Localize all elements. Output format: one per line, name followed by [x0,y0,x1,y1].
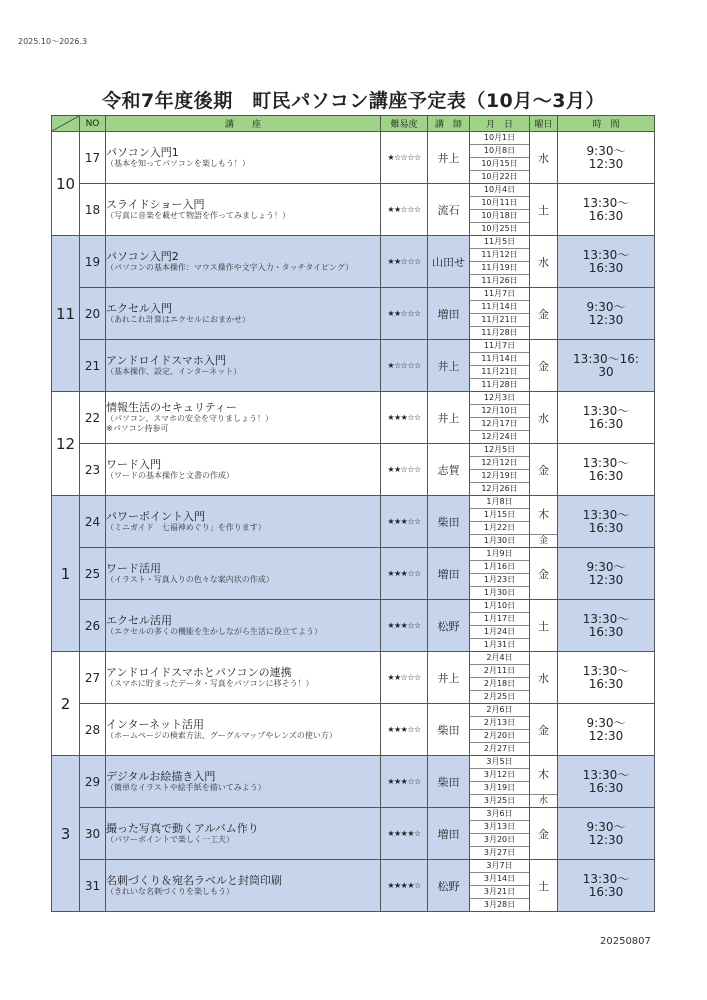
month-label: 2 [52,652,80,756]
time-cell [558,340,655,392]
course-row [52,132,655,184]
session-date: 1月22日 [470,522,529,535]
course-description: （スマホに貯まったデータ・写真をパソコンに移そう！） [106,679,314,688]
page-title: 令和7年度後期 町民パソコン講座予定表（10月～3月） [101,90,605,112]
session-date: 11月28日 [481,328,518,337]
time-start: 13:30～ [582,611,630,626]
session-date: 11月14日 [470,353,529,366]
session-date: 10月15日 [470,158,529,171]
month-label: 11 [52,236,80,392]
time-start: 13:30～ [582,195,630,210]
course-cell [106,444,381,496]
course-title: アンドロイドスマホとパソコンの連携 [106,666,292,679]
weekday: 木 [530,756,557,795]
time-start: 9:30～ [586,819,626,834]
course-description: （写真に音楽を載せて物語を作ってみましょう！） [106,211,290,220]
time-cell [558,600,655,652]
date-list [470,600,530,652]
course-row [52,392,655,444]
course-description: （イラスト・写真入りの色々な案内状の作成） [106,575,274,584]
time-cell [558,444,655,496]
session-date: 1月17日 [470,613,529,626]
session-date: 3月14日 [470,873,529,886]
time-cell [558,652,655,704]
course-cell [106,496,381,548]
session-date: 1月15日 [470,509,529,522]
session-date: 2月18日 [470,678,529,691]
header-time: 時 間 [558,116,655,132]
weekday-cell [530,496,558,548]
teacher-name: 井上 [428,340,470,392]
difficulty-stars: ★★☆☆☆ [381,236,428,288]
header-corner [52,116,80,132]
session-date: 12月3日 [470,392,529,405]
difficulty-stars: ★★★☆☆ [381,704,428,756]
time-end: 12:30 [588,728,624,743]
course-title: アンドロイドスマホ入門 [106,354,226,367]
course-no: 20 [80,288,106,340]
weekday: 土 [530,600,558,652]
time-end: 16:30 [588,624,624,639]
table-header-row [52,116,655,132]
time-end: 16:30 [588,884,624,899]
difficulty-stars: ★★☆☆☆ [381,288,428,340]
course-row [52,548,655,600]
teacher-name: 増田 [428,548,470,600]
course-title: ワード活用 [106,562,161,575]
time-cell [558,704,655,756]
session-date: 12月24日 [481,432,518,441]
course-cell [106,340,381,392]
time-end: 16:30 [588,468,624,483]
time-end: 16:30 [588,780,624,795]
session-date: 12月19日 [470,470,529,483]
teacher-name: 山田せ [428,236,470,288]
teacher-name: 柴田 [428,704,470,756]
course-no: 31 [80,860,106,912]
session-date: 10月25日 [481,224,518,233]
time-cell [558,236,655,288]
date-list [470,808,530,860]
session-date: 10月1日 [470,132,529,145]
date-list [470,496,530,548]
time-start: 13:30～ [582,455,630,470]
course-title: パワーポイント入門 [106,510,205,523]
difficulty-stars: ★★★☆☆ [381,600,428,652]
teacher-name: 松野 [428,600,470,652]
time-cell [558,184,655,236]
session-date: 2月25日 [483,692,516,701]
weekday: 金 [530,548,558,600]
session-date: 3月27日 [483,848,516,857]
time-cell [558,132,655,184]
time-start: 13:30～ [582,247,630,262]
month-label: 3 [52,756,80,912]
session-date: 3月13日 [470,821,529,834]
session-date: 11月7日 [470,340,529,353]
difficulty-stars: ★★☆☆☆ [381,444,428,496]
session-date: 1月8日 [470,496,529,509]
time-end: 16:30 [588,676,624,691]
teacher-name: 志賀 [428,444,470,496]
session-date: 1月30日 [483,536,516,545]
session-date: 3月28日 [483,900,516,909]
date-list [470,132,530,184]
course-title: パソコン入門2 [106,250,179,263]
course-row [52,860,655,912]
course-row [52,288,655,340]
session-date: 12月10日 [470,405,529,418]
session-date: 11月21日 [470,314,529,327]
time-cell [558,756,655,808]
weekday: 土 [530,184,558,236]
difficulty-stars: ★★☆☆☆ [381,652,428,704]
course-cell [106,756,381,808]
session-date: 12月12日 [470,457,529,470]
session-date: 10月8日 [470,145,529,158]
course-description: （基本を知ってパソコンを楽しもう！） [106,159,250,168]
session-date: 1月31日 [483,640,516,649]
diagonal-line [52,116,79,131]
time-start: 9:30～ [586,559,626,574]
date-list [470,704,530,756]
course-description: （ホームページの検索方法、グーグルマップやレンズの使い方） [106,731,337,740]
session-date: 11月12日 [470,249,529,262]
course-description: （エクセルの多くの機能を生かしながら生活に役立てよう） [106,627,322,636]
time-start: 9:30～ [586,715,626,730]
course-title: 名刺づくり＆宛名ラベルと封筒印刷 [106,874,282,887]
header-difficulty: 難易度 [381,116,428,132]
session-date: 10月22日 [481,172,518,181]
course-cell [106,236,381,288]
session-date: 3月25日 [483,796,516,805]
course-row [52,236,655,288]
session-date: 10月4日 [470,184,529,197]
time-end: 12:30 [588,832,624,847]
course-row [52,704,655,756]
course-row [52,600,655,652]
course-row [52,756,655,808]
session-date: 1月24日 [470,626,529,639]
course-description: （パソコンの基本操作：マウス操作や文字入力・タッチタイピング） [106,263,354,272]
time-start: 9:30～ [586,299,626,314]
date-list [470,340,530,392]
difficulty-stars: ★★★☆☆ [381,392,428,444]
weekday: 金 [530,808,558,860]
session-date: 1月10日 [470,600,529,613]
session-date: 10月18日 [470,210,529,223]
time-end: 16:30 [588,416,624,431]
header-day: 曜日 [530,116,558,132]
course-description: （パソコン、スマホの安全を守りましょう！） [106,414,274,423]
weekday: 水 [530,652,558,704]
session-date: 3月6日 [470,808,529,821]
time-cell [558,860,655,912]
course-cell [106,132,381,184]
course-no: 18 [80,184,106,236]
session-date: 2月27日 [483,744,516,753]
difficulty-stars: ★☆☆☆☆ [381,340,428,392]
session-date: 12月26日 [481,484,518,493]
session-date: 2月13日 [470,717,529,730]
period-label: 2025.10～2026.3 [18,37,88,46]
time-end: 12:30 [588,312,624,327]
weekday: 木 [530,496,557,535]
course-no: 27 [80,652,106,704]
date-list [470,652,530,704]
course-cell [106,652,381,704]
teacher-name: 増田 [428,808,470,860]
difficulty-stars: ★★★★☆ [381,860,428,912]
date-list [470,392,530,444]
weekday: 水 [530,392,558,444]
weekday: 水 [530,236,558,288]
session-date: 3月20日 [470,834,529,847]
course-title: ワード入門 [106,458,161,471]
session-date: 2月11日 [470,665,529,678]
course-description: （ミニガイド 七福神めぐり」を作ります） [106,523,266,532]
teacher-name: 井上 [428,132,470,184]
time-start: 13:30～ [582,767,630,782]
difficulty-stars: ★★★★☆ [381,808,428,860]
course-description: （きれいな名刺づくりを楽しもう） [106,887,234,896]
session-date: 12月17日 [470,418,529,431]
course-title: インターネット活用 [106,718,205,731]
course-row [52,808,655,860]
time-cell [558,548,655,600]
difficulty-stars: ★★★☆☆ [381,756,428,808]
teacher-name: 柴田 [428,756,470,808]
course-title: パソコン入門1 [106,146,179,159]
session-date: 2月4日 [470,652,529,665]
session-date: 3月7日 [470,860,529,873]
session-date: 1月16日 [470,561,529,574]
weekday: 土 [530,860,558,912]
time-end: 16:30 [588,520,624,535]
difficulty-stars: ★★★☆☆ [381,548,428,600]
session-date: 11月7日 [470,288,529,301]
time-start: 13:30～ [582,507,630,522]
time-start: 9:30～ [586,143,626,158]
time-end: 12:30 [588,156,624,171]
month-label: 12 [52,392,80,496]
month-label: 10 [52,132,80,236]
date-list [470,860,530,912]
course-description: （基本操作、設定、インターネット） [106,367,242,376]
session-date: 11月28日 [481,380,518,389]
session-date: 10月11日 [470,197,529,210]
session-date: 3月21日 [470,886,529,899]
session-date: 3月12日 [470,769,529,782]
course-description: （あれこれ計算はエクセルにおまかせ） [106,315,250,324]
course-no: 22 [80,392,106,444]
time-cell [558,496,655,548]
time-end: 16:30 [588,260,624,275]
weekday: 金 [530,444,558,496]
teacher-name: 松野 [428,860,470,912]
session-date: 11月5日 [470,236,529,249]
time-end: 12:30 [588,572,624,587]
course-no: 30 [80,808,106,860]
teacher-name: 井上 [428,392,470,444]
course-title: 情報生活のセキュリティー [106,401,237,414]
date-list [470,756,530,808]
course-note: ※パソコン持参可 [106,424,169,433]
course-title: 撮った写真で動くアルバム作り [106,822,259,835]
time-end: 16:30 [588,208,624,223]
weekday: 水 [530,132,558,184]
course-cell [106,860,381,912]
course-no: 28 [80,704,106,756]
document-code: 20250807 [600,936,651,947]
header-date: 月 日 [470,116,530,132]
course-description: （パワーポイントで楽しく一工夫） [106,835,234,844]
session-date: 3月5日 [470,756,529,769]
difficulty-stars: ★★☆☆☆ [381,184,428,236]
header-course: 講 座 [106,116,381,132]
date-list [470,184,530,236]
course-cell [106,184,381,236]
course-row [52,444,655,496]
session-date: 2月20日 [470,730,529,743]
date-list [470,236,530,288]
time-start: 13:30～ [582,871,630,886]
date-list [470,444,530,496]
course-no: 21 [80,340,106,392]
teacher-name: 井上 [428,652,470,704]
course-no: 26 [80,600,106,652]
course-cell [106,392,381,444]
weekday-cell [530,756,558,808]
session-date: 11月19日 [470,262,529,275]
teacher-name: 増田 [428,288,470,340]
course-title: スライドショー入門 [106,198,205,211]
session-date: 1月23日 [470,574,529,587]
course-cell [106,808,381,860]
session-date: 12月5日 [470,444,529,457]
schedule-table [51,115,655,912]
difficulty-stars: ★★★☆☆ [381,496,428,548]
time-cell [558,808,655,860]
session-date: 11月21日 [470,366,529,379]
time-start: 13:30～ [582,403,630,418]
teacher-name: 柴田 [428,496,470,548]
session-date: 11月14日 [470,301,529,314]
session-date: 2月6日 [470,704,529,717]
course-cell [106,288,381,340]
course-description: （簡単なイラストや絵手紙を描いてみよう） [106,783,266,792]
weekday: 金 [530,288,558,340]
course-no: 25 [80,548,106,600]
session-date: 11月26日 [481,276,518,285]
course-title: デジタルお絵描き入門 [106,770,216,783]
teacher-name: 流石 [428,184,470,236]
time-start: 13:30～16: [573,351,639,366]
course-no: 17 [80,132,106,184]
course-cell [106,704,381,756]
course-row [52,496,655,548]
month-label: 1 [52,496,80,652]
time-cell [558,392,655,444]
session-date: 1月30日 [483,588,516,597]
course-cell [106,548,381,600]
difficulty-stars: ★☆☆☆☆ [381,132,428,184]
course-row [52,340,655,392]
session-date: 3月19日 [470,782,529,795]
weekday: 金 [530,704,558,756]
time-cell [558,288,655,340]
weekday: 金 [530,340,558,392]
course-no: 19 [80,236,106,288]
course-row [52,652,655,704]
weekday-extra: 金 [538,536,548,546]
course-no: 23 [80,444,106,496]
course-title: エクセル活用 [106,614,172,627]
time-end: 30 [598,364,614,379]
course-no: 24 [80,496,106,548]
date-list [470,548,530,600]
header-no: NO [80,116,106,132]
course-description: （ワードの基本操作と文書の作成） [106,471,234,480]
session-date: 1月9日 [470,548,529,561]
course-row [52,184,655,236]
header-teacher: 講 師 [428,116,470,132]
date-list [470,288,530,340]
course-cell [106,600,381,652]
course-title: エクセル入門 [106,302,172,315]
weekday-extra: 水 [538,796,548,806]
course-no: 29 [80,756,106,808]
time-start: 13:30～ [582,663,630,678]
